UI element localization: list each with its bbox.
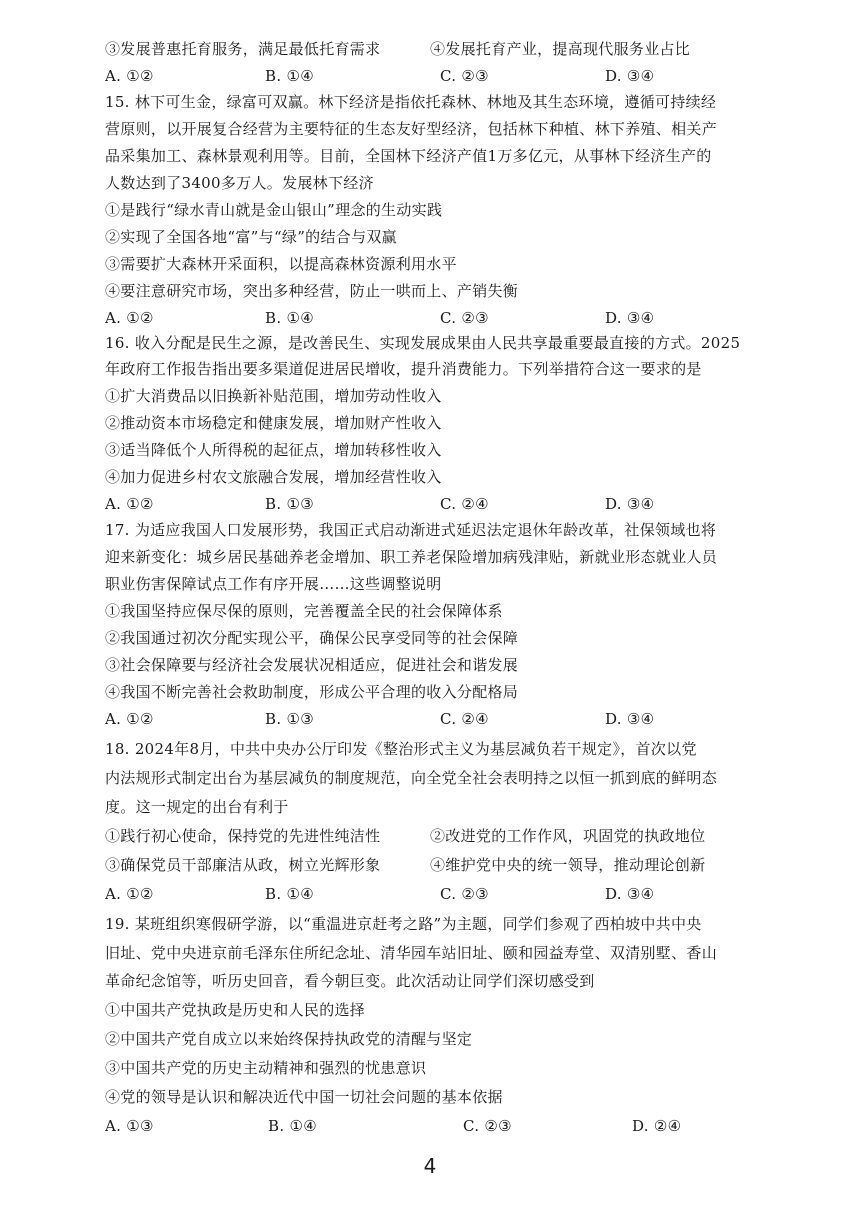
- q19-option-2: ②中国共产党自成立以来始终保持执政党的清醒与坚定: [105, 1030, 473, 1048]
- q16-option-3: ③适当降低个人所得税的起征点，增加转移性收入: [105, 441, 442, 459]
- q17-option-4: ④我国不断完善社会救助制度，形成公平合理的收入分配格局: [105, 683, 519, 701]
- choice-c[interactable]: C. ②③: [463, 1117, 512, 1135]
- q14-option-4: ④发展托育产业，提高现代服务业占比: [430, 40, 691, 58]
- q15-choices: [105, 305, 805, 331]
- choice-d[interactable]: D. ③④: [605, 885, 655, 903]
- choice-b[interactable]: B. ①③: [265, 495, 314, 513]
- q18-stem-line: 度。这一规定的出台有利于: [105, 798, 289, 816]
- choice-d[interactable]: D. ③④: [605, 309, 655, 327]
- choice-c[interactable]: C. ②④: [440, 495, 489, 513]
- choice-d[interactable]: D. ②④: [632, 1117, 682, 1135]
- q16-stem-line: 年政府工作报告指出要多渠道促进居民增收，提升消费能力。下列举措符合这一要求的是: [105, 360, 702, 378]
- q18-options-row: [105, 852, 805, 878]
- q15-stem-line: 人数达到了3400多万人。发展林下经济: [105, 174, 374, 192]
- q16-option-1: ①扩大消费品以旧换新补贴范围，增加劳动性收入: [105, 387, 442, 405]
- q18-option-2: ②改进党的工作作风，巩固党的执政地位: [430, 827, 706, 845]
- q19-stem-line: 革命纪念馆等，听历史回音，看今朝巨变。此次活动让同学们深切感受到: [105, 972, 595, 990]
- q17-stem-line: 职业伤害保障试点工作有序开展……这些调整说明: [105, 575, 442, 593]
- q15-stem-line: 15. 林下可生金，绿富可双赢。林下经济是指依托森林、林地及其生态环境，遵循可持续经: [105, 93, 717, 111]
- q18-choices: [105, 881, 805, 907]
- q15-option-1: ①是践行“绿水青山就是金山银山”理念的生动实践: [105, 201, 443, 219]
- choice-d[interactable]: D. ③④: [605, 67, 655, 85]
- q18-stem-line: 内法规形式制定出台为基层减负的制度规范，向全党全社会表明持之以恒一抓到底的鲜明态: [105, 769, 718, 787]
- q15-stem-line: 营原则，以开展复合经营为主要特征的生态友好型经济，包括林下种植、林下养殖、相关产: [105, 120, 718, 138]
- choice-b[interactable]: B. ①④: [265, 67, 314, 85]
- choice-b[interactable]: B. ①④: [265, 885, 314, 903]
- choice-c[interactable]: C. ②③: [440, 309, 489, 327]
- q17-option-3: ③社会保障要与经济社会发展状况相适应，促进社会和谐发展: [105, 656, 519, 674]
- q18-option-3: ③确保党员干部廉洁从政，树立光辉形象: [105, 856, 381, 874]
- choice-d[interactable]: D. ③④: [605, 710, 655, 728]
- q17-option-2: ②我国通过初次分配实现公平，确保公民享受同等的社会保障: [105, 629, 519, 647]
- q18-stem-line: 18. 2024年8月，中共中央办公厅印发《整治形式主义为基层减负若干规定》，首次以党: [105, 740, 697, 758]
- q16-choices: [105, 491, 805, 517]
- q17-stem-line: 17. 为适应我国人口发展形势，我国正式启动渐进式延迟法定退休年龄改革，社保领域也将: [105, 521, 717, 539]
- choice-a[interactable]: A. ①②: [105, 885, 154, 903]
- q15-option-3: ③需要扩大森林开采面积，以提高森林资源利用水平: [105, 255, 457, 273]
- q18-option-1: ①践行初心使命，保持党的先进性纯洁性: [105, 827, 381, 845]
- choice-b[interactable]: B. ①③: [265, 710, 314, 728]
- q15-stem-line: 品采集加工、森林景观利用等。目前，全国林下经济产值1万多亿元，从事林下经济生产的: [105, 147, 712, 165]
- q16-option-2: ②推动资本市场稳定和健康发展，增加财产性收入: [105, 414, 442, 432]
- page-number: 4: [423, 1154, 437, 1178]
- q15-option-2: ②实现了全国各地“富”与“绿”的结合与双赢: [105, 228, 397, 246]
- choice-b[interactable]: B. ①④: [268, 1117, 317, 1135]
- q17-choices: [105, 706, 805, 732]
- choice-b[interactable]: B. ①④: [265, 309, 314, 327]
- q16-stem-line: 16. 收入分配是民生之源，是改善民生、实现发展成果由人民共享最重要最直接的方式。2025: [105, 334, 741, 352]
- choice-a[interactable]: A. ①②: [105, 309, 154, 327]
- q19-stem-line: 19. 某班组织寒假研学游，以“重温进京赶考之路”为主题，同学们参观了西柏坡中共中央: [105, 915, 702, 933]
- q19-choices: [105, 1113, 805, 1139]
- q14-options-row: [105, 36, 805, 62]
- q16-option-4: ④加力促进乡村农文旅融合发展，增加经营性收入: [105, 468, 442, 486]
- q19-option-4: ④党的领导是认识和解决近代中国一切社会问题的基本依据: [105, 1088, 503, 1106]
- choice-c[interactable]: C. ②③: [440, 885, 489, 903]
- q14-option-3: ③发展普惠托育服务，满足最低托育需求: [105, 40, 381, 58]
- q19-option-3: ③中国共产党的历史主动精神和强烈的忧患意识: [105, 1059, 427, 1077]
- q17-option-1: ①我国坚持应保尽保的原则，完善覆盖全民的社会保障体系: [105, 602, 503, 620]
- q19-stem-line: 旧址、党中央进京前毛泽东住所纪念址、清华园车站旧址、颐和园益寿堂、双清别墅、香山: [105, 944, 718, 962]
- q15-option-4: ④要注意研究市场，突出多种经营，防止一哄而上、产销失衡: [105, 282, 519, 300]
- q14-choices: [105, 63, 805, 89]
- choice-a[interactable]: A. ①③: [105, 1117, 154, 1135]
- choice-a[interactable]: A. ①②: [105, 495, 154, 513]
- q18-options-row: [105, 823, 805, 849]
- choice-c[interactable]: C. ②③: [440, 67, 489, 85]
- q19-option-1: ①中国共产党执政是历史和人民的选择: [105, 1001, 366, 1019]
- choice-a[interactable]: A. ①②: [105, 67, 154, 85]
- choice-a[interactable]: A. ①②: [105, 710, 154, 728]
- q18-option-4: ④维护党中央的统一领导，推动理论创新: [430, 856, 706, 874]
- choice-c[interactable]: C. ②④: [440, 710, 489, 728]
- choice-d[interactable]: D. ③④: [605, 495, 655, 513]
- q17-stem-line: 迎来新变化：城乡居民基础养老金增加、职工养老保险增加病残津贴，新就业形态就业人员: [105, 548, 718, 566]
